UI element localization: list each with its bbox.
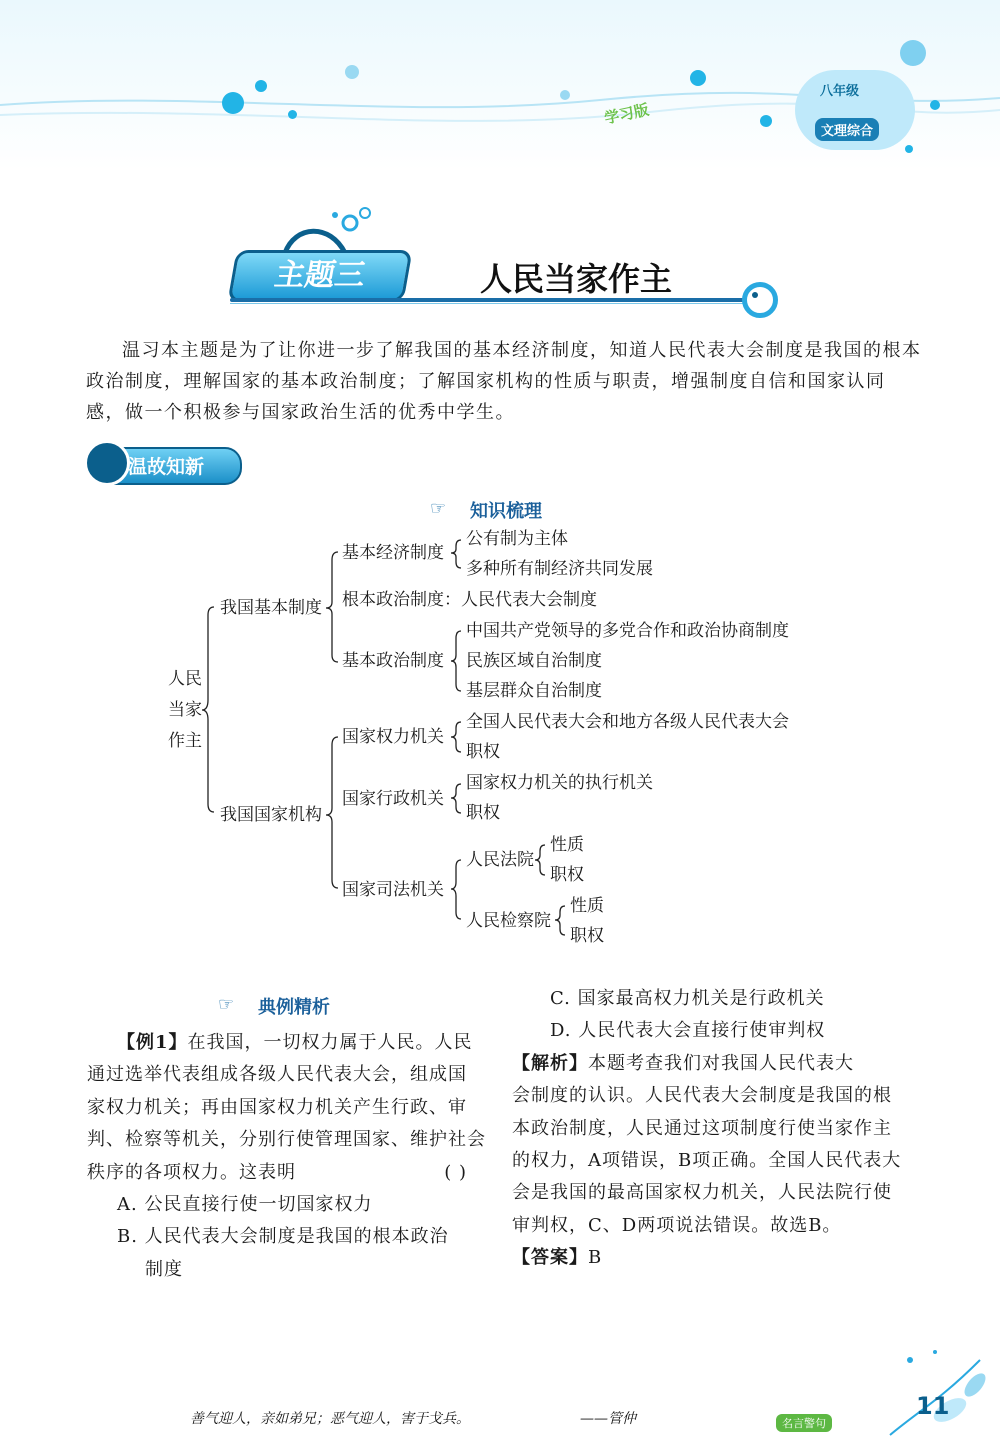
footer-quote: 善气迎人，亲如弟兄；恶气迎人，害于戈兵。 — [190, 1411, 470, 1427]
tree-node-judicial: 国家司法机关 — [342, 880, 444, 900]
tree-node-procuratorate: 人民检察院 — [466, 911, 551, 931]
leaf-decoration-icon — [880, 1340, 990, 1438]
tree-node-basic-pol: 基本政治制度 — [342, 651, 444, 671]
section-label: 温故知新 — [128, 456, 205, 478]
tree-branch-state-organs: 我国国家机构 — [220, 805, 322, 825]
subject-badge: 文理综合 — [815, 118, 879, 141]
option-b-cont: 制度 — [145, 1258, 183, 1280]
analysis-line: 本政治制度，人民通过这项制度行使当家作主 — [512, 1117, 892, 1139]
question-line: 家权力机关；再由国家权力机关产生行政、审 — [87, 1096, 467, 1118]
tree-leaf: 多种所有制经济共同发展 — [466, 559, 653, 579]
page-title: 人民当家作主 — [480, 260, 673, 298]
example-heading: 典例精析 — [258, 997, 330, 1018]
question-line: 判、检察等机关，分别行使管理国家、维护社会 — [87, 1129, 486, 1151]
answer-value: B — [588, 1247, 603, 1269]
pointing-hand-icon: ☞ — [218, 994, 235, 1015]
tree-leaf: 职权 — [550, 865, 584, 885]
analysis-line: 本题考查我们对我国人民代表大 — [588, 1052, 854, 1074]
tree-node-power: 国家权力机关 — [342, 727, 444, 747]
tree-leaf: 职权 — [466, 742, 500, 762]
edition-badge: 学习版 — [602, 100, 651, 128]
pointing-hand-icon: ☞ — [430, 498, 447, 519]
tree-leaf: 民族区域自治制度 — [466, 651, 602, 671]
tree-node-admin: 国家行政机关 — [342, 789, 444, 809]
tree-root-line: 人民 — [168, 669, 202, 689]
tree-root-line: 作主 — [168, 731, 202, 751]
analysis-line: 的权力，A项错误，B项正确。全国人民代表大 — [512, 1150, 902, 1172]
tree-leaf: 职权 — [570, 926, 604, 946]
option-a: A. 公民直接行使一切国家权力 — [117, 1194, 373, 1216]
example-question — [87, 1027, 487, 1286]
analysis-line: 审判权，C、D两项说法错误。故选B。 — [512, 1214, 842, 1236]
tree-leaf: 中国共产党领导的多党合作和政治协商制度 — [466, 621, 789, 641]
answer-blank: ( ) — [444, 1161, 467, 1183]
example-tag: 【例1】 — [117, 1032, 188, 1053]
answer-tag: 【答案】 — [512, 1247, 588, 1269]
grade-badge: 八年级 — [820, 84, 860, 99]
tree-leaf: 性质 — [570, 896, 604, 916]
tree-branch-basic-system: 我国基本制度 — [220, 598, 322, 618]
page-number: 11 — [916, 1392, 950, 1420]
intro-paragraph: 温习本主题是为了让你进一步了解我国的基本经济制度，知道人民代表大会制度是我国的根本政治制度，理解国家的基本政治制度；了解国家机构的性质与职责，增强制度自信和国家认同感，做一个积极参与国家政治生活的优秀中学生。 — [86, 340, 922, 423]
question-line: 秩序的各项权力。这表明 — [87, 1161, 296, 1183]
option-b: B. 人民代表大会制度是我国的根本政治 — [117, 1226, 449, 1248]
option-d: D. 人民代表大会直接行使审判权 — [550, 1020, 826, 1042]
question-line: 在我国，一切权力属于人民。人民 — [187, 1032, 473, 1053]
tree-root-line: 当家 — [168, 700, 202, 720]
analysis-line: 会是我国的最高国家权力机关，人民法院行使 — [512, 1182, 892, 1204]
question-line: 通过选举代表组成各级人民代表大会，组成国 — [87, 1064, 467, 1086]
tree-leaf: 国家权力机关的执行机关 — [466, 773, 653, 793]
tree-leaf: 基层群众自治制度 — [466, 681, 602, 701]
tree-leaf: 性质 — [550, 835, 584, 855]
example-analysis — [512, 983, 912, 1275]
analysis-line: 会制度的认识。人民代表大会制度是我国的根 — [512, 1085, 892, 1107]
knowledge-heading: 知识梳理 — [470, 501, 542, 522]
tree-leaf: 全国人民代表大会和地方各级人民代表大会 — [466, 712, 789, 732]
tree-node-econ: 基本经济制度 — [342, 543, 444, 563]
topic-tag: 主题三 — [227, 250, 412, 302]
option-c: C. 国家最高权力机关是行政机关 — [550, 988, 825, 1009]
tree-leaf: 职权 — [466, 803, 500, 823]
quote-label: 名言警句 — [776, 1414, 832, 1432]
tree-node-court: 人民法院 — [466, 850, 534, 870]
tree-node-root-pol: 根本政治制度：人民代表大会制度 — [342, 590, 597, 610]
tree-leaf: 公有制为主体 — [466, 529, 568, 549]
analysis-tag: 【解析】 — [512, 1052, 588, 1074]
footer-author: ——管仲 — [580, 1411, 636, 1427]
